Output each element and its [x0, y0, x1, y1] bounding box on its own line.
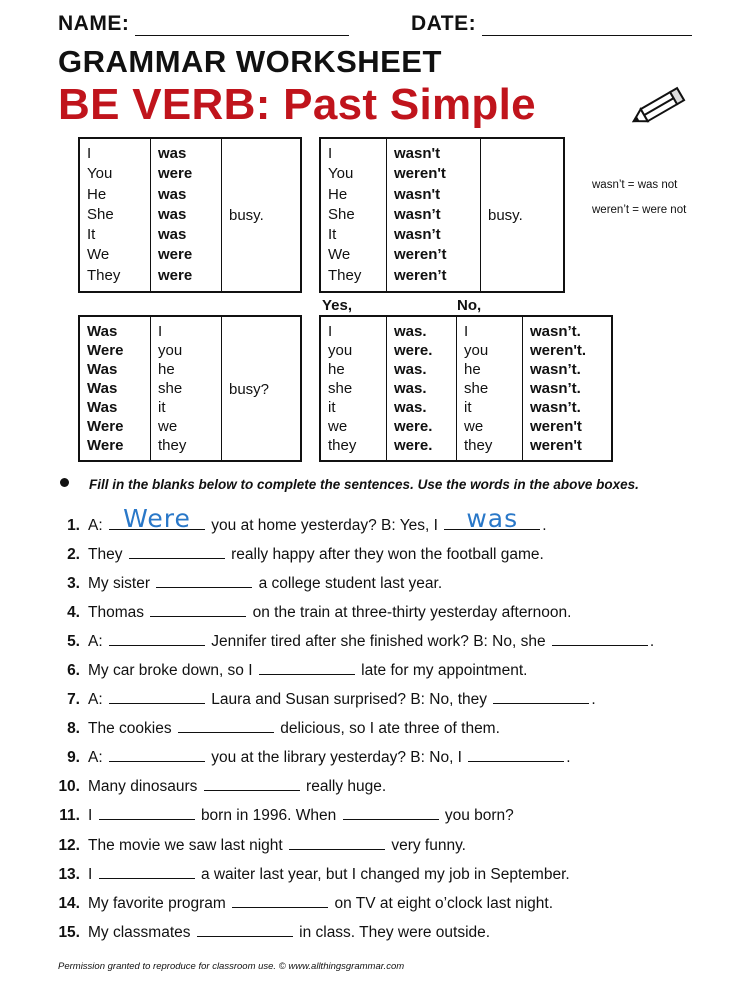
verb: weren't. — [530, 342, 587, 359]
bullet-icon — [60, 478, 69, 487]
verb: wasn't — [394, 185, 441, 203]
question-text: . — [591, 691, 596, 708]
question-row — [52, 863, 570, 885]
pronoun: he — [464, 361, 481, 378]
verb: wasn’t — [394, 226, 441, 244]
pronoun: she — [464, 380, 489, 397]
question-row — [52, 630, 654, 652]
pronoun: I — [87, 145, 92, 162]
pronoun: It — [328, 226, 337, 244]
question-text: Many dinosaurs — [88, 778, 198, 795]
answer-blank[interactable] — [99, 863, 195, 879]
pronoun: they — [158, 437, 187, 454]
verb: Were — [87, 437, 124, 454]
question-pronoun-column — [151, 316, 222, 461]
question-text: My classmates — [88, 924, 191, 941]
question-row — [52, 717, 500, 739]
verb: were. — [394, 342, 433, 359]
note-werent: weren’t = were not — [592, 204, 687, 216]
question-text: you born? — [444, 807, 514, 824]
question-table — [78, 315, 302, 462]
pronoun: we — [158, 418, 178, 435]
pronoun: I — [464, 323, 469, 340]
name-label: NAME: — [58, 12, 130, 35]
answer-blank[interactable] — [552, 630, 648, 646]
answer-blank[interactable] — [232, 892, 328, 908]
pronoun: you — [464, 342, 489, 359]
question-text: My favorite program — [88, 895, 226, 912]
verb: wasn't — [394, 145, 441, 162]
question-number: 13. — [58, 866, 80, 883]
verb: was. — [394, 399, 427, 416]
pronoun: He — [328, 185, 348, 203]
question-text: Thomas — [88, 604, 144, 621]
verb: Were — [87, 342, 124, 359]
question-text: you at the library yesterday? B: No, I — [211, 749, 462, 766]
question-number: 8. — [67, 720, 80, 737]
no-pronoun-column — [457, 316, 523, 461]
question-number: 5. — [67, 633, 80, 650]
question-text: The cookies — [88, 720, 172, 737]
question-text: A: — [88, 691, 103, 708]
short-answers-table — [319, 315, 613, 462]
answer-blank[interactable] — [343, 804, 439, 820]
verb: wasn’t — [394, 205, 441, 223]
question-text: My sister — [88, 575, 150, 592]
negative-table — [319, 137, 565, 293]
answer-blank[interactable] — [109, 630, 205, 646]
question-text: . — [649, 633, 655, 650]
question-text: you at home yesterday? B: Yes, I — [211, 517, 438, 534]
question-text: really happy after they won the football game. — [231, 546, 544, 563]
copyright-footer: Permission granted to reproduce for classroom use. © www.allthingsgrammar.com — [58, 961, 405, 972]
verb: was. — [394, 323, 427, 340]
question-row — [52, 659, 527, 681]
answer-blank[interactable] — [493, 688, 589, 704]
verb: were — [158, 246, 193, 264]
pronoun: it — [158, 399, 166, 416]
answer-blank[interactable] — [289, 834, 385, 850]
verb: was — [158, 185, 187, 203]
negative-adjective: busy. — [481, 138, 565, 292]
pronoun: She — [328, 205, 355, 223]
question-number: 3. — [67, 575, 80, 592]
verb: wasn’t. — [530, 323, 581, 340]
question-text: I — [88, 866, 93, 883]
answer-blank[interactable] — [204, 775, 300, 791]
question-number: 2. — [67, 546, 80, 563]
name-line[interactable] — [135, 15, 349, 36]
instructions: Fill in the blanks below to complete the sentences. Use the words in the above boxes. — [89, 477, 639, 492]
pronoun: we — [328, 418, 348, 435]
question-text: They — [88, 546, 123, 563]
answer-blank[interactable] — [129, 543, 225, 559]
name-field — [58, 12, 349, 36]
pronoun: We — [328, 246, 351, 264]
question-text: a waiter last year, but I changed my job in September. — [200, 866, 570, 883]
pronoun: I — [328, 145, 333, 162]
pronoun: They — [328, 266, 362, 284]
answer-blank[interactable] — [109, 688, 205, 704]
question-text: A: — [88, 633, 103, 650]
question-number: 12. — [58, 837, 80, 854]
pronoun: he — [328, 361, 345, 378]
pronoun: You — [328, 165, 354, 183]
handwritten-answer: Were — [123, 504, 191, 533]
question-text: really huge. — [306, 778, 387, 795]
verb: weren't — [530, 437, 582, 454]
date-label: DATE: — [411, 12, 477, 35]
verb: Was — [87, 361, 118, 378]
affirmative-table — [78, 137, 302, 293]
pronoun: I — [328, 323, 333, 340]
answer-blank[interactable] — [150, 601, 246, 617]
worksheet-subtitle: BE VERB: Past Simple — [58, 80, 536, 129]
pronoun: She — [87, 205, 114, 223]
pronoun: He — [87, 185, 107, 203]
question-row — [52, 504, 547, 536]
date-line[interactable] — [482, 15, 692, 36]
question-number: 1. — [67, 517, 80, 534]
question-text: . — [542, 517, 547, 534]
yes-pronoun-column — [320, 316, 387, 461]
question-row — [52, 775, 386, 797]
question-number: 9. — [67, 749, 80, 766]
question-row — [52, 921, 490, 943]
verb: weren’t — [394, 246, 447, 264]
yes-verb-column — [387, 316, 457, 461]
question-adjective: busy? — [222, 316, 302, 461]
pronoun: You — [87, 165, 113, 183]
answer-blank[interactable] — [197, 921, 293, 937]
answer-blank[interactable] — [99, 804, 195, 820]
no-label: No, — [457, 297, 482, 314]
verb: was — [158, 205, 187, 223]
question-text: late for my appointment. — [361, 662, 528, 679]
verb: were. — [394, 418, 433, 435]
pronoun: she — [158, 380, 183, 397]
verb: was. — [394, 380, 427, 397]
pronoun: they — [328, 437, 357, 454]
answer-blank[interactable] — [156, 572, 252, 588]
question-text: . — [566, 749, 571, 766]
question-text: a college student last year. — [258, 575, 443, 592]
verb: was — [158, 145, 187, 162]
pronoun: it — [464, 399, 472, 416]
pronoun: she — [328, 380, 353, 397]
question-text: Laura and Susan surprised? B: No, they — [211, 691, 488, 708]
question-row — [52, 601, 571, 623]
answer-blank[interactable] — [444, 504, 540, 533]
pronoun: They — [87, 266, 121, 284]
question-row — [52, 892, 553, 914]
verb: was. — [394, 361, 427, 378]
answer-blank[interactable] — [259, 659, 355, 675]
question-text: Jennifer tired after she finished work? B: No, she — [211, 633, 546, 650]
verb: wasn’t. — [530, 380, 581, 397]
affirmative-pronoun-column — [79, 138, 151, 292]
verb: Were — [87, 418, 124, 435]
question-text: My car broke down, so I — [88, 662, 253, 679]
question-text: very funny. — [391, 837, 466, 854]
pronoun: you — [328, 342, 353, 359]
question-row — [52, 688, 596, 710]
verb: wasn’t. — [530, 361, 581, 378]
note-wasnt: wasn’t = was not — [592, 179, 678, 191]
pronoun: it — [328, 399, 336, 416]
verb: were. — [394, 437, 433, 454]
pronoun: you — [158, 342, 183, 359]
question-number: 15. — [58, 924, 80, 941]
affirmative-adjective: busy. — [222, 138, 302, 292]
negative-verb-column — [387, 138, 481, 292]
question-row — [52, 804, 514, 826]
question-text: on TV at eight o’clock last night. — [334, 895, 554, 912]
answer-blank[interactable] — [178, 717, 274, 733]
question-row — [52, 572, 442, 594]
question-text: The movie we saw last night — [88, 837, 283, 854]
answer-blank[interactable] — [109, 746, 205, 762]
verb: Was — [87, 380, 118, 397]
question-row — [52, 746, 571, 768]
pronoun: It — [87, 226, 96, 244]
pronoun: We — [87, 246, 110, 264]
verb: weren’t — [394, 266, 447, 284]
negative-pronoun-column — [320, 138, 387, 292]
no-verb-column — [523, 316, 613, 461]
date-field — [411, 12, 692, 36]
verb: were — [158, 165, 193, 183]
verb: Was — [87, 399, 118, 416]
verb: Was — [87, 323, 118, 340]
question-number: 14. — [58, 895, 80, 912]
question-text: I — [88, 807, 93, 824]
question-number: 6. — [67, 662, 80, 679]
yes-label: Yes, — [322, 297, 353, 314]
verb: were — [158, 266, 193, 284]
pronoun: I — [158, 323, 163, 340]
verb: weren't — [530, 418, 582, 435]
question-text: delicious, so I ate three of them. — [280, 720, 500, 737]
question-number: 4. — [67, 604, 80, 621]
question-text: in class. They were outside. — [299, 924, 491, 941]
question-number: 10. — [58, 778, 80, 795]
handwritten-answer: was — [466, 504, 519, 533]
pronoun: we — [464, 418, 484, 435]
question-row — [52, 834, 466, 856]
pencil-icon — [630, 80, 694, 132]
question-text: A: — [88, 517, 103, 534]
affirmative-verb-column — [151, 138, 222, 292]
answer-blank[interactable] — [468, 746, 564, 762]
question-text: on the train at three-thirty yesterday afternoon. — [252, 604, 572, 621]
worksheet-title: GRAMMAR WORKSHEET — [58, 44, 442, 79]
question-row — [52, 543, 544, 565]
question-text: born in 1996. When — [200, 807, 337, 824]
question-number: 11. — [59, 807, 80, 824]
verb: weren't — [394, 165, 446, 183]
verb: wasn’t. — [530, 399, 581, 416]
pronoun: he — [158, 361, 175, 378]
question-text: A: — [88, 749, 103, 766]
verb: was — [158, 226, 187, 244]
question-number: 7. — [67, 691, 80, 708]
answer-blank[interactable] — [109, 504, 205, 533]
pronoun: they — [464, 437, 493, 454]
question-verb-column — [79, 316, 151, 461]
